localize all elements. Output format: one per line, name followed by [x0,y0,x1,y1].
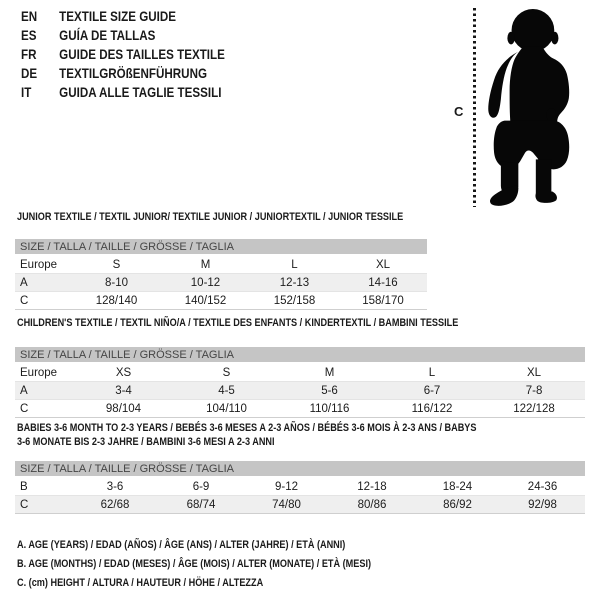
size-header: SIZE / TALLA / TAILLE / GRÖSSE / TAGLIA [15,347,585,363]
size-cell: 6-7 [423,384,441,397]
size-cell: 128/140 [95,294,138,307]
size-cell: 5-6 [321,384,338,397]
row-label: C [20,294,29,307]
size-cell: 110/116 [309,402,350,415]
size-cell: 12-18 [357,480,387,493]
size-cell: L [428,366,436,379]
size-cell: 12-13 [279,276,310,289]
size-table-junior [15,239,427,310]
section-title-children: CHILDREN'S TEXTILE / TEXTIL NIÑO/A / TEXTILE DES ENFANTS / KINDERTEXTIL / BAMBINI TESSILE [17,317,459,329]
language-code: DE [21,65,38,81]
size-cell: 3-4 [115,384,132,397]
size-cell: XL [527,366,542,379]
size-cell: S [222,366,231,379]
height-marker-label: C [454,104,464,119]
size-cell: 104/110 [206,402,247,415]
size-cell: M [324,366,335,379]
size-cell: 3-6 [106,480,124,493]
size-cell: S [112,258,121,271]
row-label: Europe [20,366,58,379]
section-title-babies: BABIES 3-6 MONTH TO 2-3 YEARS / BEBÉS 3-6 MESES A 2-3 AÑOS / BÉBÉS 3-6 MOIS À 2-3 ANS / BABYS 3-6 MONATE BIS 2-3 JAHRE / BAMBINI 3-6 MESI A 2-3 ANNI [17,422,477,448]
size-cell: 68/74 [186,498,216,511]
language-code: ES [21,27,37,43]
table-row [15,496,585,514]
row-label: A [20,384,28,397]
size-cell: 140/152 [184,294,227,307]
size-table-children [15,347,585,418]
height-marker-line [473,8,476,207]
language-code: IT [21,84,32,100]
language-row-en [21,7,225,26]
size-header: SIZE / TALLA / TAILLE / GRÖSSE / TAGLIA [15,461,585,477]
size-table-babies [15,461,585,514]
row-label: A [20,276,28,289]
size-cell: 98/104 [105,402,142,415]
table-row [15,255,427,274]
size-cell: 10-12 [190,276,221,289]
size-cell: 9-12 [274,480,299,493]
language-list [21,7,225,102]
language-label: GUÍA DE TALLAS [59,27,156,43]
language-label: TEXTILGRÖßENFÜHRUNG [59,65,208,81]
language-row-es [21,26,225,45]
legend-line-a: A. AGE (YEARS) / EDAD (AÑOS) / ÂGE (ANS) / ALTER (JAHRE) / ETÀ (ANNI) [17,539,346,551]
size-cell: 24-36 [527,480,558,493]
size-cell: 4-5 [218,384,235,397]
table-row [15,363,585,382]
language-row-fr [21,45,225,64]
size-cell: L [291,258,298,271]
language-row-de [21,64,225,83]
size-cell: XL [375,258,391,271]
language-label: GUIDA ALLE TAGLIE TESSILI [59,84,222,100]
language-code: EN [21,8,38,24]
size-cell: 14-16 [368,276,398,289]
size-cell: 18-24 [442,480,473,493]
legend-line-c: C. (cm) HEIGHT / ALTURA / HAUTEUR / HÖHE / ALTEZZA [17,577,264,589]
table-row [15,292,427,310]
size-cell: XS [115,366,132,379]
row-label: C [20,498,29,511]
toddler-silhouette-icon [484,8,576,207]
size-cell: 92/98 [528,498,557,511]
size-cell: 6-9 [192,480,210,493]
size-cell: 152/158 [273,294,316,307]
legend-line-b: B. AGE (MONTHS) / EDAD (MESES) / ÂGE (MOIS) / ALTER (MONATE) / ETÀ (MESI) [17,558,372,570]
size-cell: 116/122 [411,402,453,415]
size-cell: 62/68 [100,498,130,511]
size-cell: 158/170 [362,294,404,307]
table-row [15,274,427,292]
table-row [15,400,585,418]
row-label: B [20,480,28,493]
size-cell: 122/128 [513,402,555,415]
row-label: C [20,402,29,415]
row-label: Europe [20,258,58,271]
legend [17,536,444,593]
size-cell: 74/80 [272,498,301,511]
size-cell: 80/86 [357,498,387,511]
section-title-junior: JUNIOR TEXTILE / TEXTIL JUNIOR/ TEXTILE JUNIOR / JUNIORTEXTIL / JUNIOR TESSILE [17,211,404,223]
language-label: GUIDE DES TAILLES TEXTILE [59,46,225,62]
language-label: TEXTILE SIZE GUIDE [59,8,177,24]
size-cell: 86/92 [443,498,472,511]
table-row [15,382,585,400]
table-row [15,477,585,496]
size-header: SIZE / TALLA / TAILLE / GRÖSSE / TAGLIA [15,239,427,255]
size-cell: 8-10 [104,276,129,289]
language-code: FR [21,46,37,62]
language-row-it [21,83,225,102]
size-cell: 7-8 [525,384,543,397]
size-cell: M [200,258,211,271]
